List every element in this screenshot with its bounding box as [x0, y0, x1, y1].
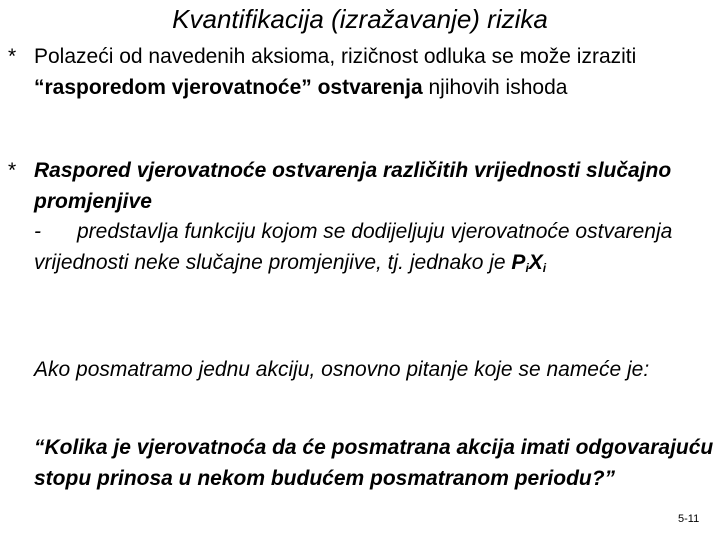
slide-number: 5-11	[678, 513, 700, 525]
bullet-marker-2: *	[8, 159, 17, 182]
formula-x-subscript: i	[542, 260, 547, 275]
bullet-1-text	[34, 42, 714, 103]
bullet-1-text-after: njihovih ishoda	[422, 75, 568, 99]
slide-title: Kvantifikacija (izražavanje) rizika	[172, 4, 548, 34]
bullet-2-text	[34, 156, 714, 283]
formula-p-subscript: i	[525, 260, 529, 275]
bullet-1-text-before: Polazeći od navedenih aksioma, rizičnost odluka se može izraziti	[34, 45, 637, 68]
bullet-2-dash: -	[34, 220, 41, 243]
formula-p: P	[511, 250, 526, 274]
formula-x: X	[528, 250, 543, 274]
bullet-marker-1: *	[8, 45, 17, 68]
bullet-2-heading: Raspored vjerovatnoće ostvarenja različitih vrijednosti slučajno promjenjive	[34, 159, 672, 213]
paragraph-key-question: “Kolika je vjerovatnoća da će posmatrana akcija imati odgovarajuću stopu prinosa u nekom budućem posmatranom periodu?”	[34, 436, 714, 490]
paragraph-question-intro: Ako posmatramo jednu akciju, osnovno pitanje koje se nameće je:	[34, 358, 650, 381]
bullet-1-text-bold: “rasporedom vjerovatnoće” ostvarenja	[34, 75, 423, 99]
bullet-2-definition: predstavlja funkciju kojom se dodijeljuju vjerovatnoće ostvarenja vrijednosti neke slučajne promjenjive, tj. jednako je	[34, 220, 673, 274]
